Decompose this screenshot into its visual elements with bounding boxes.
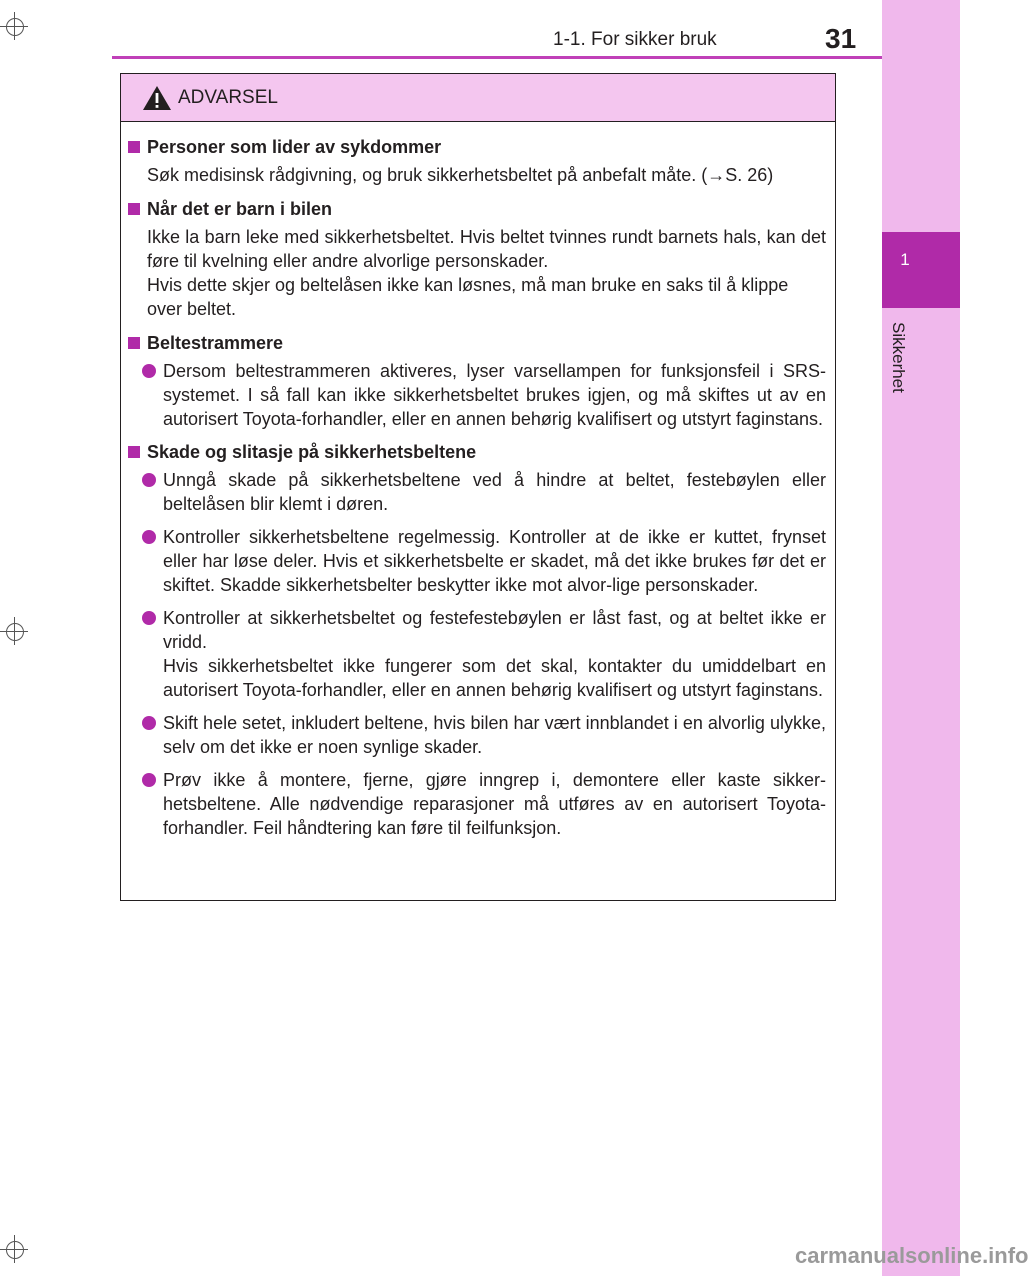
warning-box (120, 73, 836, 901)
list-item-text: Prøv ikke å montere, fjerne, gjøre inngrep i, demontere eller kaste sikker-hetsbeltene. Alle nødvendige reparasjoner må utføres av en autorisert Toyota-forhandler. Feil håndtering kan føre til feilfunksjon. (163, 770, 826, 838)
list-item (127, 359, 826, 431)
warning-header (121, 74, 835, 122)
paragraph: Ikke la barn leke med sikkerhetsbeltet. Hvis beltet tvinnes rundt barnets hals, kan det føre til kvelning eller andre alvorlige personskader. (147, 227, 826, 271)
list-item (127, 606, 826, 654)
square-bullet-icon (128, 141, 140, 153)
section-label: 1-1. For sikker bruk (553, 29, 717, 50)
section-heading-illness (127, 135, 826, 159)
paragraph: Hvis dette skjer og beltelåsen ikke kan løsnes, må man bruke en saks til å klippe over beltet. (147, 275, 789, 319)
watermark: carmanualsonline.info (795, 1243, 1029, 1268)
list-item-text: Dersom beltestrammeren aktiveres, lyser varsellampen for funksjonsfeil i SRS-systemet. I så fall kan ikke sikkerhetsbeltet brukes igjen, og må skiftes ut av en autorisert Toyota-forhandler, eller en annen behørig kvalifisert og utstyrt faginstans. (163, 361, 826, 429)
warning-triangle-icon (142, 85, 172, 111)
square-bullet-icon (128, 446, 140, 458)
section-heading-pretensioners (127, 331, 826, 355)
list-item-text: Kontroller at sikkerhetsbeltet og festefestebøylen er låst fast, og at beltet ikke er vridd. (163, 608, 826, 652)
header-rule (112, 56, 882, 59)
heading-text: Skade og slitasje på sikkerhetsbeltene (147, 442, 477, 462)
round-bullet-icon (142, 716, 156, 730)
heading-text: Beltestrammere (147, 333, 284, 353)
square-bullet-icon (128, 203, 140, 215)
page-number: 31 (825, 23, 857, 54)
heading-text: Når det er barn i bilen (147, 199, 333, 219)
section-heading-children (127, 197, 826, 221)
list-item-text: Unngå skade på sikkerhetsbeltene ved å hindre at beltet, festebøylen eller beltelåsen blir klemt i døren. (163, 470, 826, 514)
side-tab-bar (882, 0, 960, 1276)
list-item (127, 768, 826, 840)
list-item (127, 468, 826, 516)
round-bullet-icon (142, 364, 156, 378)
list-item (127, 711, 826, 759)
warning-title: ADVARSEL (178, 87, 278, 108)
section-heading-damage (127, 440, 826, 464)
list-item-text: Kontroller sikkerhetsbeltene regelmessig. Kontroller at de ikke er kuttet, frynset eller har løse deler. Hvis et sikkerhetsbelte er skadet, må det ikke brukes før det er skiftet. Skadde sikkerhetsbelter beskytter ikke mot alvor-lige personskader. (163, 527, 826, 595)
round-bullet-icon (142, 530, 156, 544)
round-bullet-icon (142, 473, 156, 487)
heading-text: Personer som lider av sykdommer (147, 137, 442, 157)
list-item (127, 525, 826, 597)
chapter-number: 1 (900, 250, 910, 269)
warning-body (121, 122, 835, 840)
chapter-tab[interactable] (882, 232, 960, 308)
list-item-continuation: Hvis sikkerhetsbeltet ikke fungerer som det skal, kontakter du umiddelbart en autorisert Toyota-forhandler, eller en annen behørig kvalifisert og utstyrt faginstans. (163, 656, 826, 700)
list-item-text: Skift hele setet, inkludert beltene, hvis bilen har vært innblandet i en alvorlig ulykke, selv om det ikke er noen synlige skader. (163, 713, 826, 757)
round-bullet-icon (142, 611, 156, 625)
chapter-title: Sikkerhet (889, 322, 908, 393)
paragraph: Søk medisinsk rådgivning, og bruk sikkerhetsbeltet på anbefalt måte. (→S. 26) (147, 165, 774, 185)
square-bullet-icon (128, 337, 140, 349)
round-bullet-icon (142, 773, 156, 787)
